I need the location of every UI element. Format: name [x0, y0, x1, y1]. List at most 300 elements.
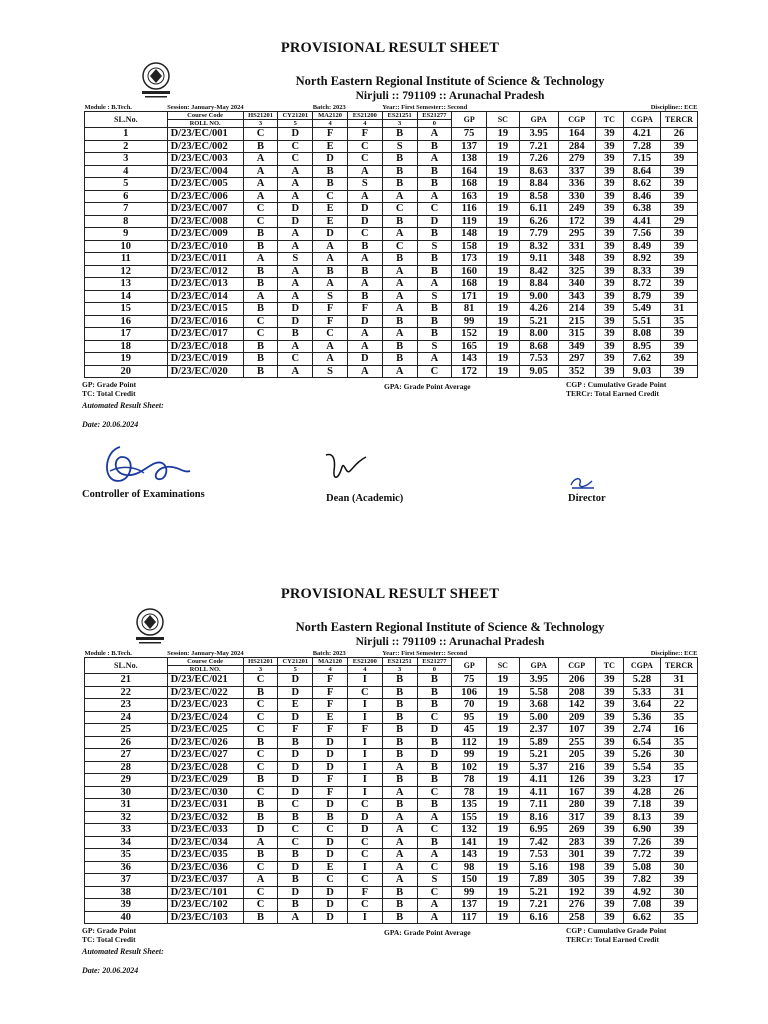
result-cell: 325 — [558, 265, 595, 278]
roll-no-cell: D/23/EC/014 — [167, 290, 243, 303]
result-cell: 39 — [660, 799, 697, 812]
grade-cell: D — [417, 724, 452, 737]
table-row — [85, 178, 698, 191]
result-cell: 7.42 — [519, 836, 558, 849]
grade-cell: C — [243, 724, 278, 737]
header-sc: SC — [487, 658, 520, 674]
grade-cell: C — [243, 861, 278, 874]
table-row — [85, 315, 698, 328]
result-cell: 3.95 — [519, 674, 558, 687]
result-cell: 8.63 — [519, 165, 558, 178]
result-cell: 138 — [452, 153, 487, 166]
grade-cell: A — [417, 811, 452, 824]
grade-cell: A — [382, 290, 417, 303]
result-cell: 39 — [595, 365, 623, 378]
result-cell: 297 — [558, 353, 595, 366]
grade-cell: C — [313, 874, 348, 887]
sheet-title: PROVISIONAL RESULT SHEET — [280, 586, 500, 602]
result-cell: 39 — [660, 290, 697, 303]
grade-cell: A — [382, 328, 417, 341]
result-cell: 39 — [660, 899, 697, 912]
roll-no-cell: D/23/EC/025 — [167, 724, 243, 737]
result-cell: 7.82 — [623, 874, 660, 887]
grade-cell: B — [382, 315, 417, 328]
result-cell: 39 — [660, 178, 697, 191]
result-cell: 39 — [595, 911, 623, 924]
grade-cell: A — [417, 899, 452, 912]
table-row — [85, 303, 698, 316]
result-cell: 172 — [558, 215, 595, 228]
grade-cell: D — [313, 761, 348, 774]
result-cell: 19 — [487, 278, 520, 291]
result-cell: 39 — [595, 736, 623, 749]
grade-cell: B — [243, 240, 278, 253]
table-row — [85, 203, 698, 216]
result-cell: 19 — [487, 724, 520, 737]
grade-cell: A — [243, 253, 278, 266]
result-cell: 7.89 — [519, 874, 558, 887]
grade-cell: D — [347, 203, 382, 216]
result-cell: 39 — [660, 824, 697, 837]
result-cell: 39 — [660, 153, 697, 166]
grade-cell: S — [313, 290, 348, 303]
grade-cell: F — [278, 724, 313, 737]
result-cell: 19 — [487, 799, 520, 812]
result-cell: 19 — [487, 240, 520, 253]
grade-cell: S — [417, 340, 452, 353]
result-cell: 269 — [558, 824, 595, 837]
result-cell: 75 — [452, 674, 487, 687]
header-course-code: Course Code — [167, 658, 243, 666]
grade-cell: F — [347, 724, 382, 737]
result-cell: 39 — [595, 265, 623, 278]
result-cell: 6.95 — [519, 824, 558, 837]
course-credit: 3 — [382, 120, 417, 128]
result-cell: 39 — [595, 799, 623, 812]
result-cell: 4.21 — [623, 128, 660, 141]
grade-cell: F — [313, 774, 348, 787]
sl-no-cell: 9 — [85, 228, 168, 241]
roll-no-cell: D/23/EC/006 — [167, 190, 243, 203]
result-cell: 8.49 — [623, 240, 660, 253]
table-row — [85, 711, 698, 724]
result-cell: 8.64 — [623, 165, 660, 178]
institute-logo-icon — [130, 606, 170, 646]
grade-cell: A — [382, 265, 417, 278]
result-cell: 215 — [558, 315, 595, 328]
grade-cell: E — [313, 711, 348, 724]
result-cell: 249 — [558, 203, 595, 216]
result-cell: 5.54 — [623, 761, 660, 774]
result-cell: 5.28 — [623, 674, 660, 687]
header-tercr: TERCR — [660, 112, 697, 128]
grade-cell: A — [278, 365, 313, 378]
table-row — [85, 340, 698, 353]
grade-cell: A — [347, 190, 382, 203]
roll-no-cell: D/23/EC/101 — [167, 886, 243, 899]
roll-no-cell: D/23/EC/026 — [167, 736, 243, 749]
grade-cell: B — [417, 228, 452, 241]
result-cell: 39 — [595, 711, 623, 724]
sl-no-cell: 27 — [85, 749, 168, 762]
result-cell: 39 — [595, 353, 623, 366]
result-cell: 8.00 — [519, 328, 558, 341]
result-cell: 99 — [452, 886, 487, 899]
course-code: ES21277 — [417, 658, 452, 666]
grade-cell: C — [243, 761, 278, 774]
sl-no-cell: 28 — [85, 761, 168, 774]
result-cell: 126 — [558, 774, 595, 787]
grade-cell: B — [278, 736, 313, 749]
grade-cell: S — [382, 140, 417, 153]
course-code: ES21251 — [382, 112, 417, 120]
result-cell: 205 — [558, 749, 595, 762]
result-cell: 19 — [487, 303, 520, 316]
batch-label: Batch: 2023 — [312, 650, 346, 657]
grade-cell: B — [417, 761, 452, 774]
grade-cell: A — [278, 165, 313, 178]
result-cell: 173 — [452, 253, 487, 266]
result-cell: 39 — [595, 290, 623, 303]
result-cell: 5.51 — [623, 315, 660, 328]
grade-cell: A — [278, 265, 313, 278]
grade-cell: B — [417, 686, 452, 699]
grade-cell: F — [313, 128, 348, 141]
result-table — [84, 104, 698, 378]
result-cell: 7.21 — [519, 140, 558, 153]
roll-no-cell: D/23/EC/017 — [167, 328, 243, 341]
table-row — [85, 674, 698, 687]
result-cell: 39 — [660, 203, 697, 216]
grade-cell: E — [278, 699, 313, 712]
grade-cell: A — [347, 340, 382, 353]
table-row — [85, 861, 698, 874]
result-cell: 137 — [452, 140, 487, 153]
grade-cell: E — [313, 203, 348, 216]
roll-no-cell: D/23/EC/016 — [167, 315, 243, 328]
result-cell: 99 — [452, 315, 487, 328]
institute-logo-icon — [136, 60, 176, 100]
result-cell: 39 — [595, 811, 623, 824]
result-cell: 39 — [595, 774, 623, 787]
sl-no-cell: 7 — [85, 203, 168, 216]
result-cell: 39 — [660, 190, 697, 203]
result-cell: 39 — [595, 849, 623, 862]
grade-cell: B — [243, 811, 278, 824]
grade-cell: D — [347, 811, 382, 824]
result-cell: 5.89 — [519, 736, 558, 749]
roll-no-cell: D/23/EC/034 — [167, 836, 243, 849]
result-cell: 164 — [452, 165, 487, 178]
result-cell: 39 — [595, 674, 623, 687]
grade-cell: D — [313, 749, 348, 762]
grade-cell: B — [382, 128, 417, 141]
sl-no-cell: 31 — [85, 799, 168, 812]
sl-no-cell: 6 — [85, 190, 168, 203]
table-row — [85, 724, 698, 737]
result-cell: 167 — [558, 786, 595, 799]
grade-cell: F — [313, 303, 348, 316]
sl-no-cell: 34 — [85, 836, 168, 849]
sl-no-cell: 8 — [85, 215, 168, 228]
result-cell: 39 — [595, 899, 623, 912]
course-code: CY21201 — [278, 112, 313, 120]
session-label: Session: January-May 2024 — [167, 650, 244, 657]
result-cell: 107 — [558, 724, 595, 737]
header-gpa: GPA — [519, 658, 558, 674]
sl-no-cell: 39 — [85, 899, 168, 912]
result-cell: 39 — [660, 265, 697, 278]
course-credit: 0 — [417, 666, 452, 674]
sl-no-cell: 14 — [85, 290, 168, 303]
sheet-title: PROVISIONAL RESULT SHEET — [280, 40, 500, 56]
result-cell: 39 — [660, 340, 697, 353]
legend-gpa: GPA: Grade Point Average — [384, 382, 471, 391]
result-cell: 3.64 — [623, 699, 660, 712]
result-cell: 75 — [452, 128, 487, 141]
grade-cell: S — [417, 290, 452, 303]
grade-cell: B — [243, 140, 278, 153]
result-cell: 39 — [660, 140, 697, 153]
grade-cell: C — [278, 153, 313, 166]
result-cell: 192 — [558, 886, 595, 899]
result-cell: 168 — [452, 178, 487, 191]
table-row — [85, 278, 698, 291]
grade-cell: A — [382, 861, 417, 874]
grade-cell: C — [313, 824, 348, 837]
sl-no-cell: 23 — [85, 699, 168, 712]
grade-cell: D — [278, 749, 313, 762]
result-cell: 39 — [595, 278, 623, 291]
result-cell: 8.84 — [519, 178, 558, 191]
grade-cell: B — [278, 328, 313, 341]
result-cell: 8.42 — [519, 265, 558, 278]
grade-cell: C — [347, 228, 382, 241]
result-cell: 19 — [487, 128, 520, 141]
grade-cell: F — [313, 315, 348, 328]
table-row — [85, 153, 698, 166]
sl-no-cell: 32 — [85, 811, 168, 824]
grade-cell: B — [417, 303, 452, 316]
sl-no-cell: 16 — [85, 315, 168, 328]
roll-no-cell: D/23/EC/024 — [167, 711, 243, 724]
sl-no-cell: 33 — [85, 824, 168, 837]
grade-cell: D — [278, 203, 313, 216]
result-cell: 152 — [452, 328, 487, 341]
result-cell: 135 — [452, 799, 487, 812]
institute-location: Nirjuli :: 791109 :: Arunachal Pradesh — [355, 636, 545, 648]
table-row — [85, 240, 698, 253]
course-code: HS21201 — [243, 658, 278, 666]
grade-cell: D — [313, 228, 348, 241]
sl-no-cell: 25 — [85, 724, 168, 737]
result-cell: 22 — [660, 699, 697, 712]
grade-cell: B — [243, 265, 278, 278]
result-cell: 39 — [660, 836, 697, 849]
grade-cell: A — [278, 278, 313, 291]
grade-cell: C — [243, 328, 278, 341]
result-cell: 30 — [660, 749, 697, 762]
course-credit: 4 — [313, 666, 348, 674]
automated-note: Automated Result Sheet: — [82, 401, 164, 410]
header-sl: SL.No. — [85, 112, 168, 128]
result-cell: 19 — [487, 761, 520, 774]
table-row — [85, 190, 698, 203]
grade-cell: A — [313, 353, 348, 366]
grade-cell: B — [382, 699, 417, 712]
header-course-code: Course Code — [167, 112, 243, 120]
sl-no-cell: 22 — [85, 686, 168, 699]
sl-no-cell: 15 — [85, 303, 168, 316]
result-cell: 8.79 — [623, 290, 660, 303]
result-cell: 336 — [558, 178, 595, 191]
result-cell: 7.08 — [623, 899, 660, 912]
grade-cell: C — [243, 674, 278, 687]
header-tc: TC — [595, 112, 623, 128]
result-cell: 7.53 — [519, 849, 558, 862]
grade-cell: B — [417, 736, 452, 749]
header-cgpa: CGPA — [623, 112, 660, 128]
grade-cell: A — [382, 786, 417, 799]
header-cgpa: CGPA — [623, 658, 660, 674]
grade-cell: B — [417, 315, 452, 328]
result-date: Date: 20.06.2024 — [82, 966, 139, 975]
grade-cell: C — [313, 190, 348, 203]
result-cell: 8.16 — [519, 811, 558, 824]
grade-cell: I — [347, 786, 382, 799]
result-cell: 142 — [558, 699, 595, 712]
table-row — [85, 824, 698, 837]
grade-cell: B — [243, 774, 278, 787]
grade-cell: F — [313, 786, 348, 799]
result-cell: 8.72 — [623, 278, 660, 291]
grade-cell: I — [347, 736, 382, 749]
result-cell: 8.92 — [623, 253, 660, 266]
course-code: ES21200 — [347, 658, 382, 666]
grade-cell: A — [382, 836, 417, 849]
result-cell: 39 — [595, 253, 623, 266]
grade-cell: A — [278, 340, 313, 353]
grade-cell: B — [382, 711, 417, 724]
result-cell: 172 — [452, 365, 487, 378]
year-label: Year:: First Semester:: Second — [382, 650, 468, 657]
roll-no-cell: D/23/EC/033 — [167, 824, 243, 837]
result-cell: 17 — [660, 774, 697, 787]
result-cell: 39 — [595, 190, 623, 203]
roll-no-cell: D/23/EC/001 — [167, 128, 243, 141]
sl-no-cell: 30 — [85, 786, 168, 799]
result-cell: 6.26 — [519, 215, 558, 228]
result-cell: 117 — [452, 911, 487, 924]
result-cell: 5.08 — [623, 861, 660, 874]
result-cell: 330 — [558, 190, 595, 203]
result-cell: 3.68 — [519, 699, 558, 712]
result-cell: 31 — [660, 674, 697, 687]
legend-gpa: GPA: Grade Point Average — [384, 928, 471, 937]
result-cell: 19 — [487, 265, 520, 278]
result-cell: 30 — [660, 861, 697, 874]
result-cell: 348 — [558, 253, 595, 266]
result-cell: 99 — [452, 749, 487, 762]
result-cell: 8.33 — [623, 265, 660, 278]
result-cell: 39 — [595, 786, 623, 799]
legend-tc: TC: Total Credit — [82, 935, 136, 944]
grade-cell: C — [417, 365, 452, 378]
grade-cell: D — [313, 849, 348, 862]
result-cell: 150 — [452, 874, 487, 887]
course-credit: 3 — [243, 120, 278, 128]
roll-no-cell: D/23/EC/015 — [167, 303, 243, 316]
grade-cell: D — [278, 774, 313, 787]
result-cell: 98 — [452, 861, 487, 874]
grade-cell: B — [417, 178, 452, 191]
result-cell: 4.11 — [519, 774, 558, 787]
result-cell: 19 — [487, 699, 520, 712]
result-cell: 19 — [487, 153, 520, 166]
grade-cell: B — [313, 165, 348, 178]
result-cell: 19 — [487, 836, 520, 849]
result-cell: 5.21 — [519, 315, 558, 328]
grade-cell: B — [347, 265, 382, 278]
result-cell: 39 — [595, 165, 623, 178]
result-cell: 352 — [558, 365, 595, 378]
roll-no-cell: D/23/EC/102 — [167, 899, 243, 912]
result-cell: 171 — [452, 290, 487, 303]
sl-no-cell: 36 — [85, 861, 168, 874]
grade-cell: C — [347, 874, 382, 887]
institute-location: Nirjuli :: 791109 :: Arunachal Pradesh — [355, 90, 545, 102]
grade-cell: B — [417, 328, 452, 341]
sl-no-cell: 38 — [85, 886, 168, 899]
grade-cell: S — [417, 240, 452, 253]
grade-cell: F — [347, 128, 382, 141]
sl-no-cell: 1 — [85, 128, 168, 141]
result-cell: 255 — [558, 736, 595, 749]
result-cell: 143 — [452, 849, 487, 862]
result-cell: 5.16 — [519, 861, 558, 874]
roll-no-cell: D/23/EC/008 — [167, 215, 243, 228]
grade-cell: A — [347, 365, 382, 378]
table-row — [85, 774, 698, 787]
grade-cell: B — [382, 353, 417, 366]
grade-cell: A — [382, 811, 417, 824]
grade-cell: D — [313, 736, 348, 749]
table-row — [85, 699, 698, 712]
sl-no-cell: 21 — [85, 674, 168, 687]
grade-cell: C — [278, 799, 313, 812]
result-cell: 208 — [558, 686, 595, 699]
sl-no-cell: 29 — [85, 774, 168, 787]
roll-no-cell: D/23/EC/021 — [167, 674, 243, 687]
grade-cell: B — [278, 849, 313, 862]
result-cell: 279 — [558, 153, 595, 166]
batch-label: Batch: 2023 — [312, 104, 346, 111]
grade-cell: C — [243, 749, 278, 762]
grade-cell: A — [417, 190, 452, 203]
table-row — [85, 799, 698, 812]
director-signature-icon — [568, 475, 598, 491]
roll-no-cell: D/23/EC/031 — [167, 799, 243, 812]
roll-no-cell: D/23/EC/035 — [167, 849, 243, 862]
grade-cell: C — [347, 686, 382, 699]
result-cell: 5.36 — [623, 711, 660, 724]
sl-no-cell: 26 — [85, 736, 168, 749]
result-cell: 39 — [595, 861, 623, 874]
result-cell: 5.00 — [519, 711, 558, 724]
result-table — [84, 650, 698, 924]
table-row — [85, 811, 698, 824]
grade-cell: C — [243, 203, 278, 216]
